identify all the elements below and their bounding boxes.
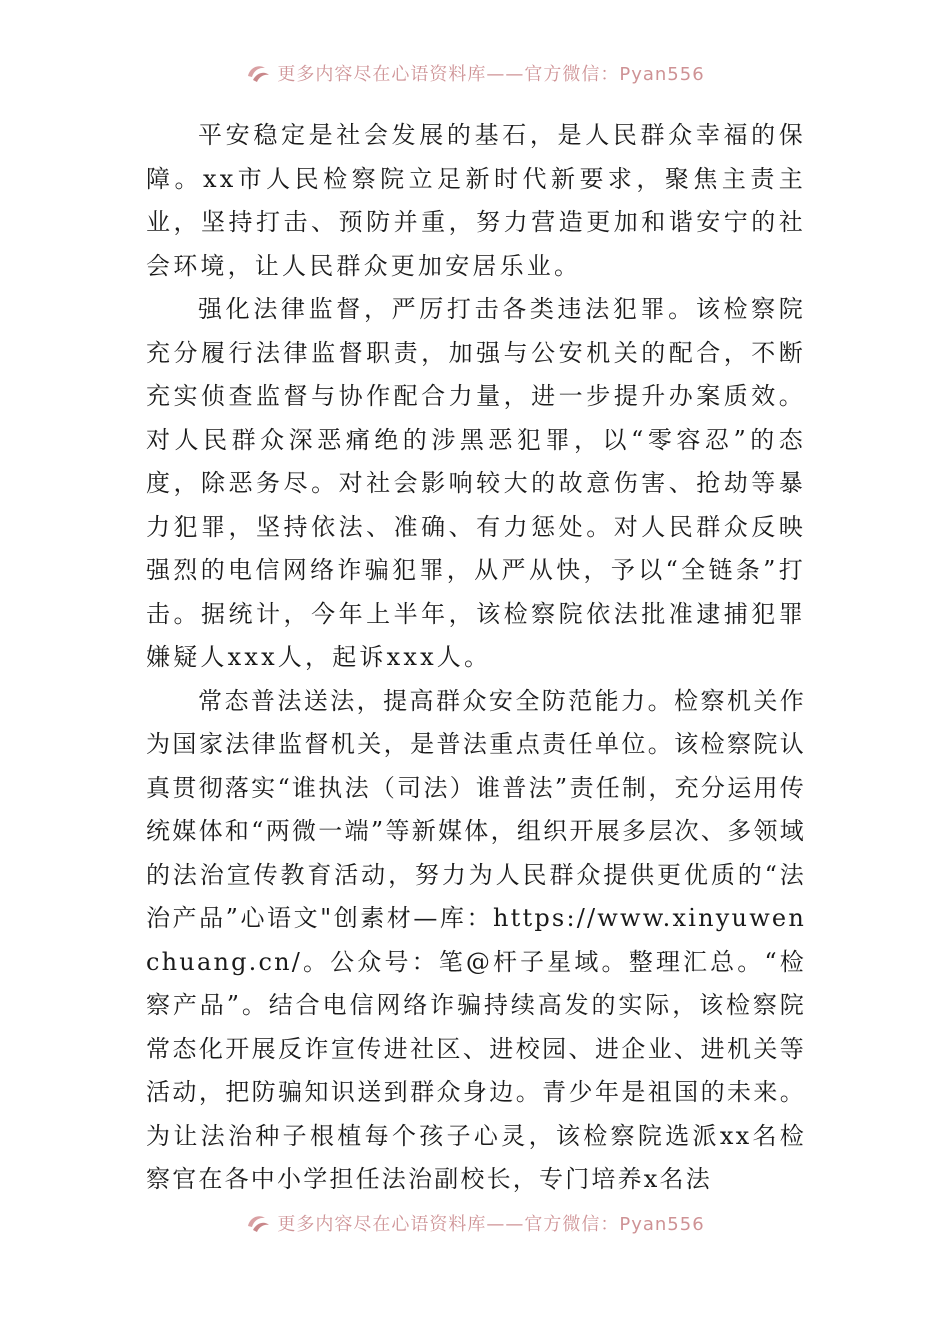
paragraph-3: 常态普法送法，提高群众安全防范能力。检察机关作为国家法律监督机关，是普法重点责任单位。该检察院认真贯彻落实“谁执法（司法）谁普法”责任制，充分运用传统媒体和“两微一端”等新媒体，组织开展多层次、多领域的法治宣传教育活动，努力为人民群众提供更优质的“法治产品”心语文"创素材—库：https://www.xinyuwenchuang.cn/。公众号：笔@杆子星域。整理汇总。“检察产品”。结合电信网络诈骗持续高发的实际，该检察院常态化开展反诈宣传进社区、进校园、进企业、进机关等活动，把防骗知识送到群众身边。青少年是祖国的未来。为让法治种子根植每个孩子心灵，该检察院选派xx名检察官在各中小学担任法治副校长，专门培养x名法: [146, 686, 806, 1193]
footer-watermark-text: 更多内容尽在心语资料库——官方微信：Pyan556: [277, 1214, 705, 1235]
paragraph-1: 平安稳定是社会发展的基石，是人民群众幸福的保障。xx市人民检察院立足新时代新要求，聚焦主责主业，坚持打击、预防并重，努力营造更加和谐安宁的社会环境，让人民群众更加安居乐业。: [146, 121, 806, 280]
header-watermark-text: 更多内容尽在心语资料库——官方微信：Pyan556: [277, 64, 705, 85]
header-watermark: [0, 58, 950, 88]
watermark-logo-icon: [245, 1212, 271, 1234]
document-body: [146, 114, 806, 1202]
watermark-logo-icon: [245, 62, 271, 84]
footer-watermark: [0, 1208, 950, 1238]
paragraph-2: 强化法律监督，严厉打击各类违法犯罪。该检察院充分履行法律监督职责，加强与公安机关的配合，不断充实侦查监督与协作配合力量，进一步提升办案质效。对人民群众深恶痛绝的涉黑恶犯罪，以“零容忍”的态度，除恶务尽。对社会影响较大的故意伤害、抢劫等暴力犯罪，坚持依法、准确、有力惩处。对人民群众反映强烈的电信网络诈骗犯罪，从严从快，予以“全链条”打击。据统计，今年上半年，该检察院依法批准逮捕犯罪嫌疑人xxx人，起诉xxx人。: [146, 295, 806, 671]
